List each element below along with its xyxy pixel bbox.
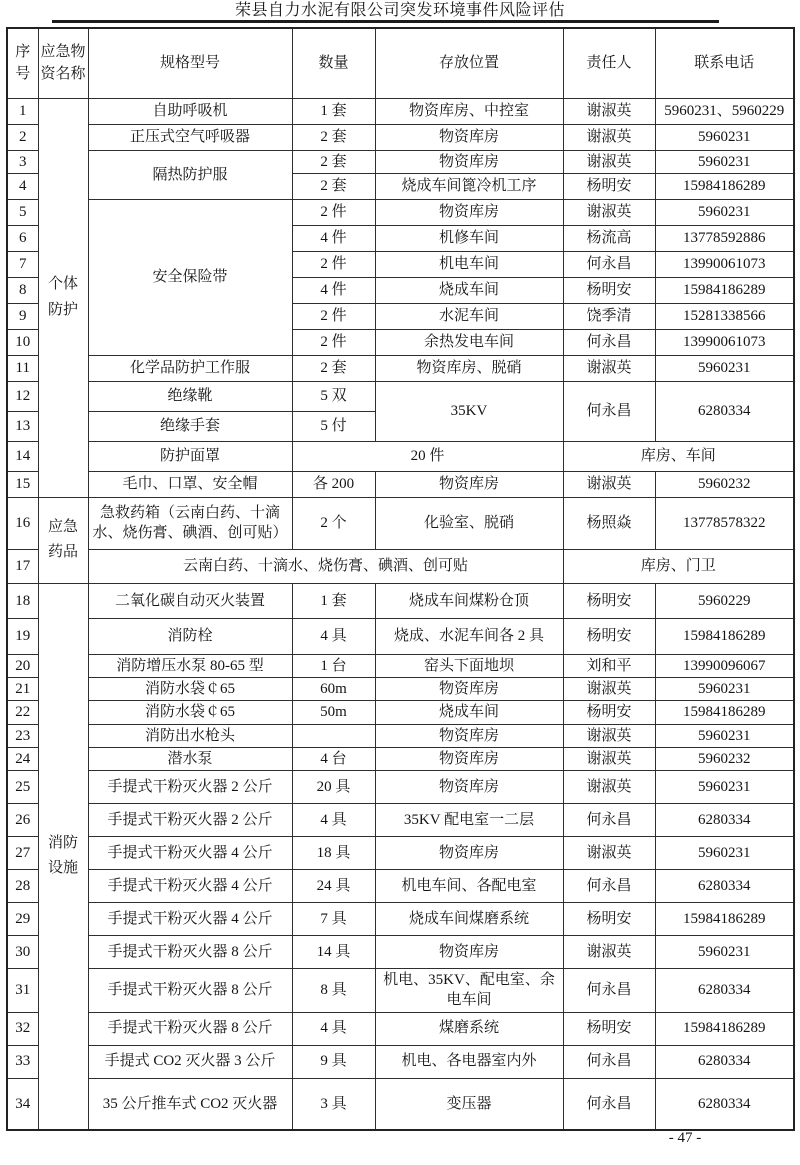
table-header (7, 28, 794, 98)
table-row (7, 936, 794, 969)
cell-spec: 自助呼吸机 (88, 98, 292, 124)
cell-serial: 27 (7, 837, 38, 870)
cell-serial: 28 (7, 870, 38, 903)
cell-category: 消防设施 (38, 583, 88, 1130)
cell-phone: 5960231 (655, 124, 794, 150)
header-serial: 序号 (7, 28, 38, 98)
header-phone: 联系电话 (655, 28, 794, 98)
cell-quantity: 1 套 (292, 583, 375, 618)
cell-location: 变压器 (375, 1078, 563, 1130)
cell-serial: 30 (7, 936, 38, 969)
cell-quantity: 8 具 (292, 969, 375, 1013)
cell-phone: 6280334 (655, 870, 794, 903)
cell-person: 谢淑英 (563, 678, 655, 701)
cell-location: 烧成车间 (375, 701, 563, 724)
cell-person: 谢淑英 (563, 150, 655, 173)
cell-person: 杨明安 (563, 1012, 655, 1045)
cell-phone: 13990096067 (655, 654, 794, 677)
cell-location: 物资库房 (375, 471, 563, 497)
cell-location: 物资库房 (375, 724, 563, 747)
cell-serial: 9 (7, 303, 38, 329)
cell-location: 烧成车间煤粉仓顶 (375, 583, 563, 618)
cell-quantity: 2 件 (292, 199, 375, 225)
cell-phone: 6280334 (655, 969, 794, 1013)
cell-spec: 手提式干粉灭火器 4 公斤 (88, 903, 292, 936)
cell-person: 谢淑英 (563, 471, 655, 497)
cell-phone: 5960231 (655, 771, 794, 804)
cell-quantity: 14 具 (292, 936, 375, 969)
cell-serial: 15 (7, 471, 38, 497)
table-row (7, 549, 794, 583)
cell-person: 杨流高 (563, 225, 655, 251)
table-row (7, 654, 794, 677)
cell-serial: 12 (7, 381, 38, 411)
cell-quantity: 5 双 (292, 381, 375, 411)
table-row (7, 771, 794, 804)
cell-phone: 15984186289 (655, 173, 794, 199)
cell-person: 饶季清 (563, 303, 655, 329)
cell-quantity: 2 套 (292, 124, 375, 150)
cell-person: 谢淑英 (563, 199, 655, 225)
cell-serial: 16 (7, 497, 38, 549)
table-row (7, 701, 794, 724)
cell-serial: 6 (7, 225, 38, 251)
cell-location: 35KV 配电室一二层 (375, 804, 563, 837)
header-underline (52, 20, 719, 23)
cell-person: 何永昌 (563, 1045, 655, 1078)
table-row (7, 1078, 794, 1130)
header-location: 存放位置 (375, 28, 563, 98)
cell-spec: 二氧化碳自动灭火装置 (88, 583, 292, 618)
cell-location: 物资库房 (375, 771, 563, 804)
cell-quantity: 50m (292, 701, 375, 724)
cell-location: 烧成、水泥车间各 2 具 (375, 618, 563, 654)
cell-serial: 32 (7, 1012, 38, 1045)
cell-person: 杨明安 (563, 173, 655, 199)
table-row (7, 471, 794, 497)
cell-person: 谢淑英 (563, 724, 655, 747)
table-row (7, 124, 794, 150)
cell-person: 杨明安 (563, 618, 655, 654)
cell-phone: 15281338566 (655, 303, 794, 329)
cell-phone: 5960231 (655, 936, 794, 969)
cell-quantity: 2 套 (292, 355, 375, 381)
cell-location: 物资库房 (375, 150, 563, 173)
cell-quantity: 20 具 (292, 771, 375, 804)
cell-quantity: 2 套 (292, 150, 375, 173)
cell-quantity: 9 具 (292, 1045, 375, 1078)
cell-quantity: 4 具 (292, 804, 375, 837)
cell-location: 机电车间 (375, 251, 563, 277)
cell-phone: 13990061073 (655, 251, 794, 277)
page-number: - 47 - (668, 1130, 702, 1146)
cell-location: 化验室、脱硝 (375, 497, 563, 549)
table-row (7, 804, 794, 837)
cell-serial: 31 (7, 969, 38, 1013)
cell-person: 杨照焱 (563, 497, 655, 549)
cell-quantity: 4 件 (292, 277, 375, 303)
cell-person: 谢淑英 (563, 771, 655, 804)
cell-spec: 绝缘靴 (88, 381, 292, 411)
cell-phone: 5960229 (655, 583, 794, 618)
cell-quantity: 7 具 (292, 903, 375, 936)
cell-person: 何永昌 (563, 381, 655, 441)
cell-person: 何永昌 (563, 804, 655, 837)
cell-quantity: 60m (292, 678, 375, 701)
table-row (7, 1045, 794, 1078)
cell-serial: 17 (7, 549, 38, 583)
cell-quantity: 5 付 (292, 411, 375, 441)
table-header-row (7, 28, 794, 98)
table-row (7, 583, 794, 618)
cell-quantity: 2 个 (292, 497, 375, 549)
cell-phone: 5960231 (655, 355, 794, 381)
cell-serial: 20 (7, 654, 38, 677)
cell-serial: 4 (7, 173, 38, 199)
table-row (7, 837, 794, 870)
cell-serial: 13 (7, 411, 38, 441)
cell-phone: 5960231 (655, 837, 794, 870)
cell-quantity: 20 件 (292, 441, 563, 471)
cell-serial: 7 (7, 251, 38, 277)
table-row (7, 98, 794, 124)
table-row (7, 381, 794, 411)
cell-person: 何永昌 (563, 329, 655, 355)
cell-person: 杨明安 (563, 277, 655, 303)
cell-quantity: 4 具 (292, 1012, 375, 1045)
cell-location: 物资库房 (375, 678, 563, 701)
cell-location: 物资库房 (375, 199, 563, 225)
cell-person: 何永昌 (563, 251, 655, 277)
cell-serial: 5 (7, 199, 38, 225)
cell-serial: 11 (7, 355, 38, 381)
cell-phone: 5960231 (655, 678, 794, 701)
cell-category: 个体防护 (38, 98, 88, 497)
cell-spec: 35 公斤推车式 CO2 灭火器 (88, 1078, 292, 1130)
cell-serial: 14 (7, 441, 38, 471)
cell-quantity: 2 件 (292, 303, 375, 329)
cell-serial: 2 (7, 124, 38, 150)
cell-location: 物资库房 (375, 124, 563, 150)
cell-location: 物资库房 (375, 936, 563, 969)
cell-spec: 手提式干粉灭火器 8 公斤 (88, 969, 292, 1013)
cell-location: 机电车间、各配电室 (375, 870, 563, 903)
cell-person: 何永昌 (563, 1078, 655, 1130)
cell-serial: 25 (7, 771, 38, 804)
cell-spec: 急救药箱（云南白药、十滴水、烧伤膏、碘酒、创可贴） (88, 497, 292, 549)
cell-phone: 5960231、5960229 (655, 98, 794, 124)
cell-serial: 21 (7, 678, 38, 701)
table-row (7, 150, 794, 173)
cell-location: 窑头下面地坝 (375, 654, 563, 677)
cell-location: 机修车间 (375, 225, 563, 251)
table-row (7, 199, 794, 225)
table-row (7, 678, 794, 701)
cell-phone: 5960231 (655, 199, 794, 225)
cell-quantity: 2 套 (292, 173, 375, 199)
cell-location: 35KV (375, 381, 563, 441)
cell-phone: 5960232 (655, 471, 794, 497)
cell-phone: 6280334 (655, 1045, 794, 1078)
cell-quantity: 3 具 (292, 1078, 375, 1130)
cell-serial: 10 (7, 329, 38, 355)
cell-phone: 13778592886 (655, 225, 794, 251)
cell-serial: 33 (7, 1045, 38, 1078)
cell-serial: 29 (7, 903, 38, 936)
cell-quantity: 4 台 (292, 747, 375, 770)
header-quantity: 数量 (292, 28, 375, 98)
cell-serial: 24 (7, 747, 38, 770)
cell-spec: 手提式干粉灭火器 8 公斤 (88, 936, 292, 969)
cell-phone: 15984186289 (655, 1012, 794, 1045)
cell-person: 杨明安 (563, 583, 655, 618)
cell-spec: 消防水袋￠65 (88, 701, 292, 724)
cell-phone: 13778578322 (655, 497, 794, 549)
cell-phone: 15984186289 (655, 701, 794, 724)
table-row (7, 747, 794, 770)
cell-spec: 消防栓 (88, 618, 292, 654)
cell-serial: 23 (7, 724, 38, 747)
cell-location: 物资库房 (375, 837, 563, 870)
cell-spec: 消防出水枪头 (88, 724, 292, 747)
cell-serial: 8 (7, 277, 38, 303)
table-body (7, 98, 794, 1130)
cell-person: 谢淑英 (563, 936, 655, 969)
cell-quantity: 1 套 (292, 98, 375, 124)
table-row (7, 497, 794, 549)
cell-spec: 手提式 CO2 灭火器 3 公斤 (88, 1045, 292, 1078)
emergency-supplies-table (6, 27, 795, 1131)
cell-serial: 18 (7, 583, 38, 618)
header-person: 责任人 (563, 28, 655, 98)
cell-spec: 化学品防护工作服 (88, 355, 292, 381)
cell-spec: 隔热防护服 (88, 150, 292, 199)
cell-spec: 毛巾、口罩、安全帽 (88, 471, 292, 497)
cell-quantity (292, 724, 375, 747)
cell-location: 烧成车间煤磨系统 (375, 903, 563, 936)
cell-person: 谢淑英 (563, 837, 655, 870)
cell-location: 物资库房、脱硝 (375, 355, 563, 381)
cell-serial: 22 (7, 701, 38, 724)
cell-serial: 34 (7, 1078, 38, 1130)
cell-serial: 19 (7, 618, 38, 654)
cell-phone: 6280334 (655, 804, 794, 837)
cell-quantity: 18 具 (292, 837, 375, 870)
cell-person: 谢淑英 (563, 124, 655, 150)
cell-phone: 5960231 (655, 150, 794, 173)
table-row (7, 355, 794, 381)
page-header-title: 荣县自力水泥有限公司突发环境事件风险评估 (234, 2, 565, 19)
cell-spec: 云南白药、十滴水、烧伤膏、碘酒、创可贴 (88, 549, 563, 583)
cell-serial: 1 (7, 98, 38, 124)
cell-quantity: 1 台 (292, 654, 375, 677)
cell-spec: 消防增压水泵 80-65 型 (88, 654, 292, 677)
cell-serial: 26 (7, 804, 38, 837)
cell-phone: 5960231 (655, 724, 794, 747)
cell-phone: 15984186289 (655, 618, 794, 654)
cell-spec: 防护面罩 (88, 441, 292, 471)
cell-location: 烧成车间 (375, 277, 563, 303)
cell-person: 何永昌 (563, 870, 655, 903)
cell-person: 库房、车间 (563, 441, 794, 471)
cell-person: 谢淑英 (563, 747, 655, 770)
cell-spec: 消防水袋￠65 (88, 678, 292, 701)
cell-quantity: 4 件 (292, 225, 375, 251)
cell-quantity: 24 具 (292, 870, 375, 903)
table-row (7, 903, 794, 936)
header-category: 应急物资名称 (38, 28, 88, 98)
cell-phone: 15984186289 (655, 903, 794, 936)
cell-location: 水泥车间 (375, 303, 563, 329)
table-row (7, 618, 794, 654)
table-row (7, 870, 794, 903)
cell-location: 机电、35KV、配电室、余电车间 (375, 969, 563, 1013)
cell-person: 谢淑英 (563, 98, 655, 124)
cell-serial: 3 (7, 150, 38, 173)
cell-person: 库房、门卫 (563, 549, 794, 583)
table-row (7, 441, 794, 471)
cell-location: 煤磨系统 (375, 1012, 563, 1045)
cell-person: 刘和平 (563, 654, 655, 677)
cell-phone: 15984186289 (655, 277, 794, 303)
table-row (7, 724, 794, 747)
cell-spec: 安全保险带 (88, 199, 292, 355)
cell-person: 何永昌 (563, 969, 655, 1013)
cell-quantity: 4 具 (292, 618, 375, 654)
cell-category: 应急药品 (38, 497, 88, 583)
header-spec: 规格型号 (88, 28, 292, 98)
cell-phone: 6280334 (655, 381, 794, 441)
cell-spec: 手提式干粉灭火器 4 公斤 (88, 870, 292, 903)
cell-person: 谢淑英 (563, 355, 655, 381)
cell-phone: 6280334 (655, 1078, 794, 1130)
table-row (7, 969, 794, 1013)
table-row (7, 1012, 794, 1045)
cell-location: 物资库房 (375, 747, 563, 770)
cell-quantity: 各 200 (292, 471, 375, 497)
cell-location: 物资库房、中控室 (375, 98, 563, 124)
cell-phone: 5960232 (655, 747, 794, 770)
cell-quantity: 2 件 (292, 251, 375, 277)
cell-location: 烧成车间篦冷机工序 (375, 173, 563, 199)
cell-spec: 手提式干粉灭火器 8 公斤 (88, 1012, 292, 1045)
cell-location: 机电、各电器室内外 (375, 1045, 563, 1078)
cell-spec: 手提式干粉灭火器 4 公斤 (88, 837, 292, 870)
cell-phone: 13990061073 (655, 329, 794, 355)
cell-person: 杨明安 (563, 701, 655, 724)
cell-spec: 手提式干粉灭火器 2 公斤 (88, 804, 292, 837)
cell-quantity: 2 件 (292, 329, 375, 355)
cell-spec: 绝缘手套 (88, 411, 292, 441)
cell-location: 余热发电车间 (375, 329, 563, 355)
cell-person: 杨明安 (563, 903, 655, 936)
cell-spec: 潜水泵 (88, 747, 292, 770)
cell-spec: 手提式干粉灭火器 2 公斤 (88, 771, 292, 804)
cell-spec: 正压式空气呼吸器 (88, 124, 292, 150)
